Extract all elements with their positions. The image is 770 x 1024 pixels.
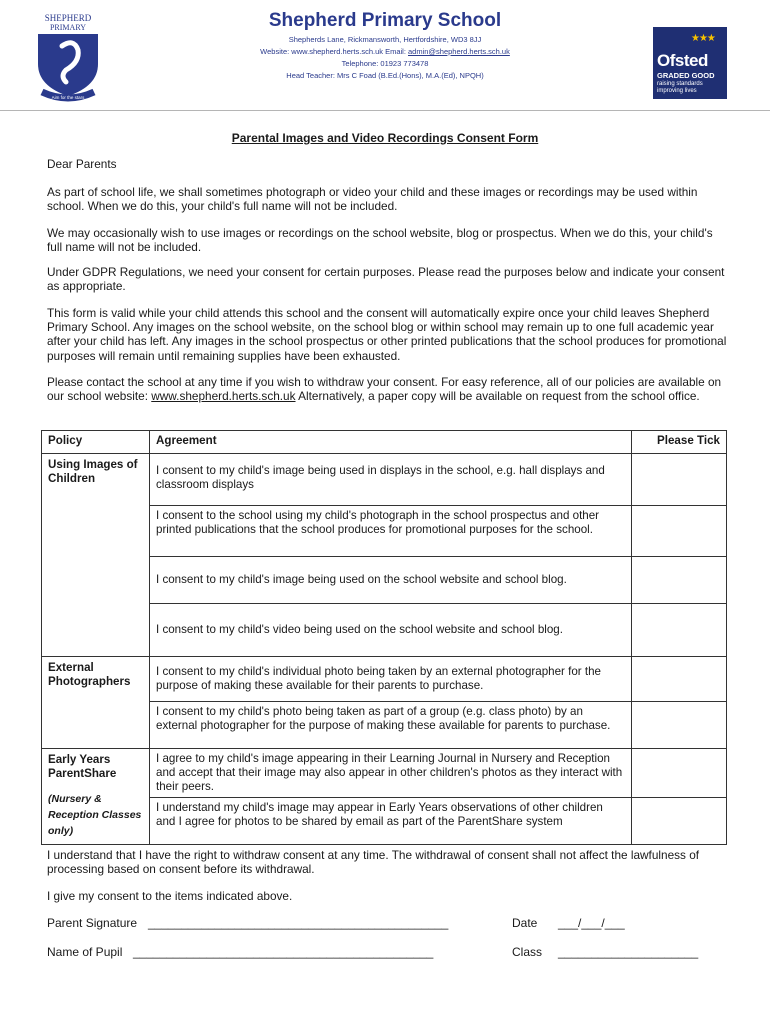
agreement-cell: I consent to my child's video being used on the school website and school blog. (150, 604, 632, 657)
agreement-cell: I consent to the school using my child's photograph in the school prospectus and other printed publications that the school produces for promotional purposes for the school. (150, 506, 632, 557)
paragraph-4: This form is valid while your child attends this school and the consent will automatically expire once your child leaves Shepherd Primary School. Any images on the school website, on the school blog or within school may remain up to one full academic year after your child has left. Any images in the school prospectus or other printed publications that the school produces for promotional purposes will remain until remaining supplies have been exhausted. (47, 306, 727, 363)
parent-signature-field[interactable]: _____________________________________________ (148, 916, 449, 930)
header-policy: Policy (42, 431, 150, 454)
ofsted-tagline: raising standards improving lives (657, 81, 703, 94)
policy-early-years-label: Early Years ParentShare (48, 753, 117, 780)
tick-box[interactable] (632, 604, 727, 657)
give-consent-statement: I give my consent to the items indicated above. (47, 889, 293, 903)
table-row (42, 749, 727, 798)
school-name: Shepherd Primary School (268, 10, 502, 31)
policy-early-years-note: (Nursery & Reception Classes only) (48, 793, 142, 837)
tick-box[interactable] (632, 506, 727, 557)
agreement-cell: I consent to my child's photo being taken as part of a group (e.g. class photo) by an external photographer for the purpose of making these available for parents to purchase. (150, 702, 632, 749)
school-address: Shepherds Lane, Rickmansworth, Hertfordshire, WD3 8JJ (288, 35, 482, 44)
date-field[interactable]: ___/___/___ (558, 916, 625, 930)
paragraph-1: As part of school life, we shall sometimes photograph or video your child and these images or recordings may be used within school. When we do this, your child's full name will not be included. (47, 185, 698, 214)
paragraph-5 (47, 375, 727, 403)
logo-ribbon: Aim for the stars (51, 95, 85, 100)
agreement-cell: I consent to my child's image being used in displays in the school, e.g. hall displays and classroom displays (150, 454, 632, 506)
paragraph-3: Under GDPR Regulations, we need your consent for certain purposes. Please read the purposes below and indicate your consent as appropriate. (47, 265, 725, 294)
tick-box[interactable] (632, 454, 727, 506)
parent-signature-label: Parent Signature (47, 916, 138, 930)
tick-box[interactable] (632, 749, 727, 798)
tick-box[interactable] (632, 702, 727, 749)
policy-using-images: Using Images of Children (42, 454, 150, 657)
consent-table (41, 430, 727, 845)
header-please-tick: Please Tick (632, 431, 727, 454)
pupil-name-field[interactable]: _____________________________________________ (133, 945, 434, 959)
website-link[interactable]: www.shepherd.herts.sch.uk (151, 389, 296, 404)
logo-text-top: SHEPHERD (44, 13, 92, 23)
head-teacher: Head Teacher: Mrs C Foad (B.Ed.(Hons), M.A.(Ed), NPQH) (286, 71, 484, 80)
withdraw-statement: I understand that I have the right to withdraw consent at any time. The withdrawal of consent shall not affect the lawfulness of processing based on consent before its withdrawal. (47, 848, 700, 877)
table-header-row (42, 431, 727, 454)
email-link[interactable]: admin@shepherd.herts.sch.uk (408, 47, 510, 56)
paragraph-5-text: Please contact the school at any time if you wish to withdraw your consent. For easy reference, all of our policies are available on our school website: (47, 375, 722, 404)
agreement-cell: I agree to my child's image appearing in their Learning Journal in Nursery and Reception and accept that their image may also appear in other children's photos as they interact with their peers. (150, 749, 632, 798)
class-field[interactable]: _____________________ (558, 945, 699, 959)
pupil-name-label: Name of Pupil (47, 945, 123, 959)
agreement-cell: I consent to my child's individual photo being taken by an external photographer for the purpose of making these available for their parents to purchase. (150, 657, 632, 702)
policy-external-photographers: External Photographers (42, 657, 150, 749)
tick-box[interactable] (632, 798, 727, 845)
greeting: Dear Parents (47, 157, 117, 171)
header-agreement: Agreement (150, 431, 632, 454)
tick-box[interactable] (632, 557, 727, 604)
paragraph-2: We may occasionally wish to use images or recordings on the school website, blog or prospectus. When we do this, your child's full name will not be included. (47, 226, 713, 255)
paragraph-5-text-end: Alternatively, a paper copy will be available on request from the school office. (295, 389, 700, 404)
star-icon: ★★★ (691, 33, 715, 44)
tick-box[interactable] (632, 657, 727, 702)
form-title: Parental Images and Video Recordings Consent Form (231, 131, 539, 145)
table-row (42, 454, 727, 506)
policy-early-years (42, 749, 150, 845)
table-row (42, 657, 727, 702)
logo-text-bottom: PRIMARY (49, 23, 87, 32)
class-label: Class (512, 945, 543, 959)
agreement-cell: I consent to my child's image being used on the school website and school blog. (150, 557, 632, 604)
website-text: Website: www.shepherd.herts.sch.uk Email: (260, 47, 408, 56)
date-label: Date (512, 916, 538, 930)
agreement-cell: I understand my child's image may appear in Early Years observations of other children and I agree for photos to be shared by email as part of the ParentShare system (150, 798, 632, 845)
telephone: Telephone: 01923 773478 (341, 59, 429, 68)
ofsted-grade: GRADED GOOD (657, 71, 715, 80)
ofsted-badge (653, 27, 727, 99)
header-divider (0, 110, 770, 111)
ofsted-title: Ofsted (657, 51, 708, 70)
